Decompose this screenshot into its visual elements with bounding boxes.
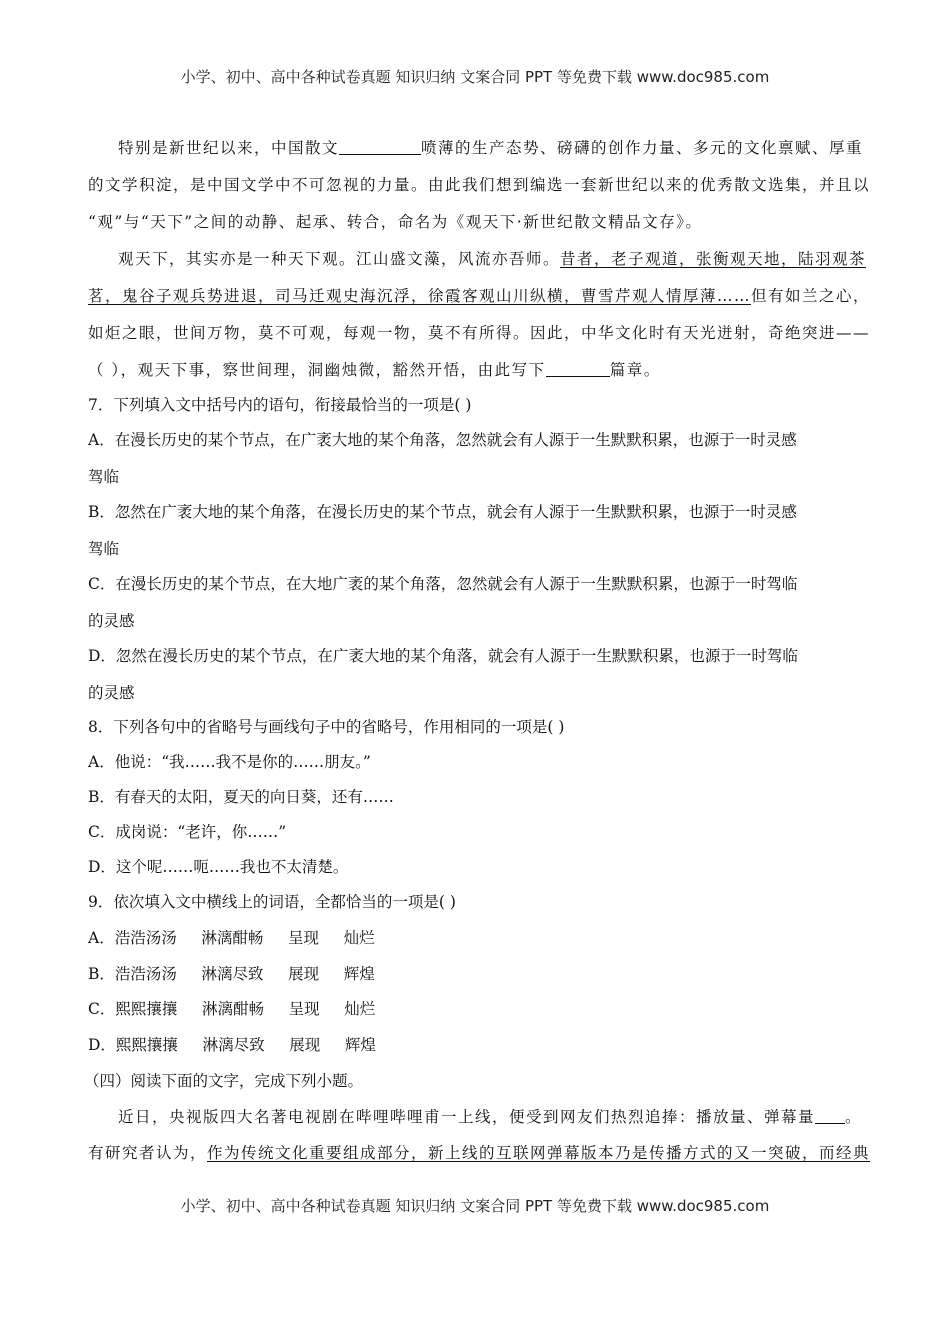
q9-option-b: B．浩浩汤汤 淋漓尽致 展现 辉煌 — [88, 965, 375, 983]
section4-line1-end: 。 — [845, 1108, 863, 1126]
passage1-line2: 的文学积淀，是中国文学中不可忽视的力量。由此我们想到编选一套新世纪以来的优秀散文选集，并且以 — [88, 176, 871, 194]
page-footer: 小学、初中、高中各种试卷真题 知识归纳 文案合同 PPT 等免费下载 www.doc985.com — [180, 1197, 770, 1215]
blank-3 — [815, 1109, 845, 1124]
section4-line1 — [118, 1107, 862, 1127]
passage1-line1 — [118, 138, 863, 158]
q7-option-d-line1: D．忽然在漫长历史的某个节点，在广袤大地的某个角落，就会有人源于一生默默积累，也源于一时驾临 — [88, 647, 798, 665]
passage2-line1-start: 观天下，其实亦是一种天下观。江山盛文藻，风流亦吾师。 — [118, 250, 561, 268]
passage2-line4-end: 篇章。 — [609, 361, 661, 379]
q9-stem: 9．依次填入文中横线上的词语，全都恰当的一项是( ) — [88, 893, 456, 911]
passage2-line4-start: （ ），观天下事，察世间理，洞幽烛微，豁然开悟，由此写下 — [88, 361, 546, 379]
q7-option-c-line2: 的灵感 — [88, 612, 135, 630]
passage2-line2-end: 但有如兰之心， — [751, 287, 871, 305]
blank-1 — [339, 140, 421, 155]
passage1-line3: “观”与“天下”之间的动静、起承、转合，命名为《观天下·新世纪散文精品文存》。 — [88, 213, 703, 231]
passage2-line2 — [88, 286, 870, 306]
q8-option-b: B．有春天的太阳，夏天的向日葵，还有…… — [88, 788, 394, 806]
q7-option-a-line2: 驾临 — [88, 468, 120, 486]
passage1-line1-start: 特别是新世纪以来，中国散文 — [118, 139, 340, 157]
section4-line2 — [88, 1143, 870, 1163]
q8-option-c: C．成岗说：“老许，你……” — [88, 823, 287, 841]
blank-2 — [546, 362, 610, 377]
underlined-sentence-section4: 作为传统文化重要组成部分，新上线的互联网弹幕版本乃是传播方式的又一突破，而经典 — [207, 1144, 871, 1162]
page-header: 小学、初中、高中各种试卷真题 知识归纳 文案合同 PPT 等免费下载 www.doc985.com — [180, 68, 770, 86]
q7-option-d-line2: 的灵感 — [88, 684, 135, 702]
underlined-sentence-part2: 茗，鬼谷子观兵势进退，司马迁观史海沉浮，徐霞客观山川纵横，曹雪芹观人情厚薄…… — [88, 287, 752, 305]
q9-option-c: C．熙熙攘攘 淋漓酣畅 呈现 灿烂 — [88, 1000, 376, 1018]
q7-option-a-line1: A．在漫长历史的某个节点，在广袤大地的某个角落，忽然就会有人源于一生默默积累，也源于一时灵感 — [88, 431, 797, 449]
q9-option-a: A．浩浩汤汤 淋漓酣畅 呈现 灿烂 — [88, 929, 375, 947]
q7-option-c-line1: C．在漫长历史的某个节点，在大地广袤的某个角落，忽然就会有人源于一生默默积累，也源于一时驾临 — [88, 575, 798, 593]
q8-option-a: A．他说：“我……我不是你的……朋友。” — [88, 753, 371, 771]
q7-option-b-line2: 驾临 — [88, 540, 120, 558]
q9-option-d: D．熙熙攘攘 淋漓尽致 展现 辉煌 — [88, 1036, 376, 1054]
underlined-sentence-part1: 昔者，老子观道，张衡观天地，陆羽观茶 — [560, 250, 867, 268]
passage2-line4 — [88, 360, 661, 380]
section4-line2-start: 有研究者认为， — [88, 1144, 208, 1162]
q7-stem: 7．下列填入文中括号内的语句，衔接最恰当的一项是( ) — [88, 396, 472, 414]
section4-title: （四）阅读下面的文字，完成下列小题。 — [84, 1072, 364, 1090]
passage2-line3: 如炬之眼，世间万物，莫不可观，每观一物，莫不有所得。因此，中华文化时有天光迸射，奇绝突进—— — [88, 324, 871, 342]
section4-line1-start: 近日，央视版四大名著电视剧在哔哩哔哩甫一上线，便受到网友们热烈追捧：播放量、弹幕量 — [118, 1108, 816, 1126]
passage2-line1 — [118, 249, 866, 269]
q7-option-b-line1: B．忽然在广袤大地的某个角落，在漫长历史的某个节点，就会有人源于一生默默积累，也源于一时灵感 — [88, 503, 797, 521]
q8-option-d: D．这个呢……呃……我也不太清楚。 — [88, 858, 349, 876]
passage1-line1-end: 喷薄的生产态势、磅礴的创作力量、多元的文化禀赋、厚重 — [421, 139, 864, 157]
q8-stem: 8．下列各句中的省略号与画线句子中的省略号，作用相同的一项是( ) — [88, 718, 565, 736]
